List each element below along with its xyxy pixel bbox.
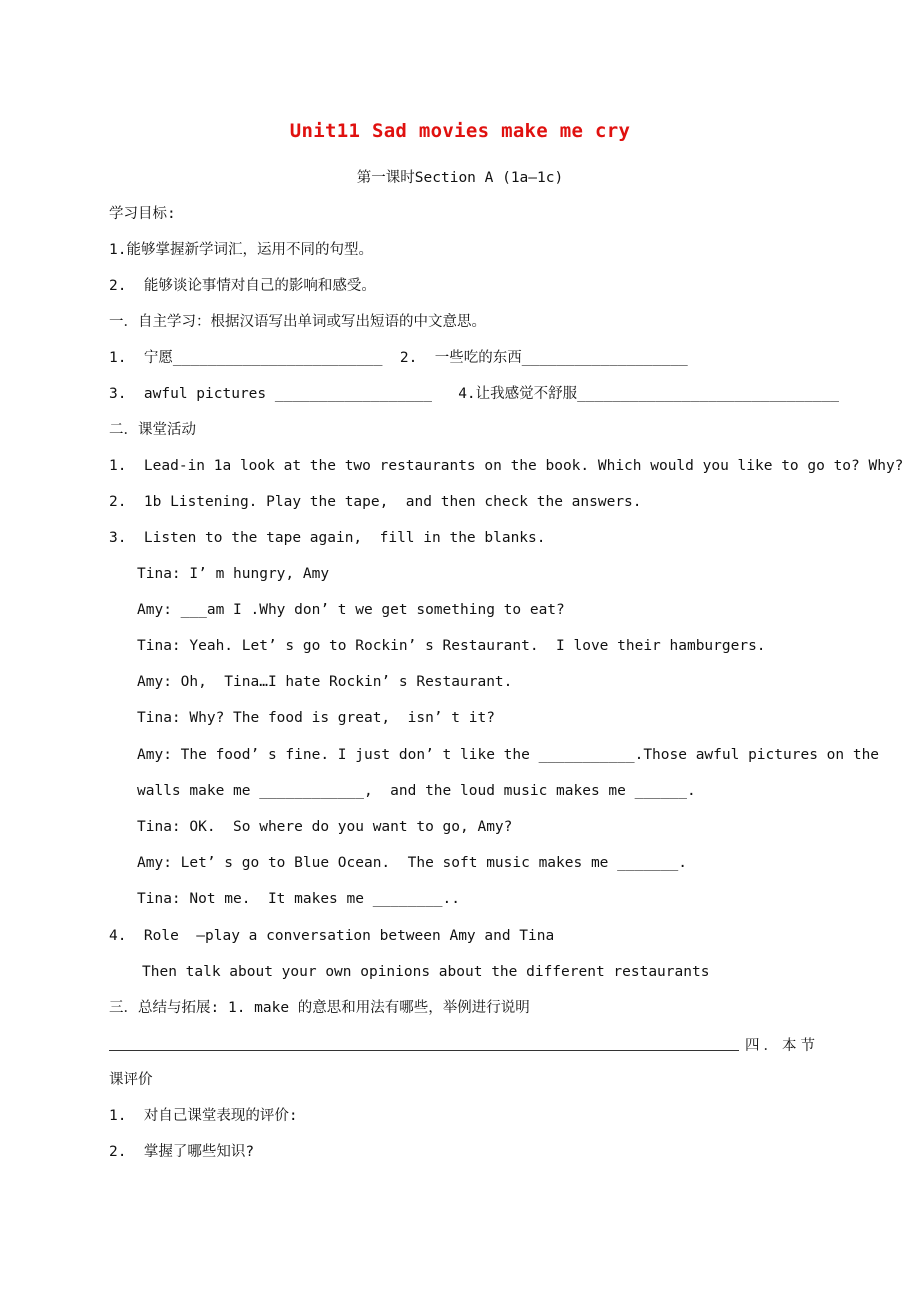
dialogue-line: Amy: ___am I .Why don’ t we get something to eat? [137,602,565,618]
part1-row-2: 3. awful pictures __________________ 4.让我感觉不舒服______________________________ [109,386,840,402]
part4-heading-cont: 课评价 [109,1072,153,1088]
evaluation-item-2: 2. 掌握了哪些知识? [109,1144,255,1160]
dialogue-line: Amy: The food’ s fine. I just don’ t like the ___________.Those awful pictures on the [137,747,880,763]
dialogue-line: walls make me ____________, and the loud music makes me ______. [137,783,696,799]
dialogue-line: Amy: Oh, Tina…I hate Rockin’ s Restaurant. [137,674,513,690]
objectives-heading: 学习目标: [109,206,176,222]
dialogue-line: Tina: OK. So where do you want to go, Amy? [137,819,513,835]
part2-heading: 二．课堂活动 [109,422,196,438]
dialogue-line: Tina: Why? The food is great, isn’ t it? [137,710,495,726]
activity-item-3: 3. Listen to the tape again, fill in the blanks. [109,530,546,546]
dialogue-line: Tina: Not me. It makes me ________.. [137,891,461,907]
evaluation-item-1: 1. 对自己课堂表现的评价: [109,1108,298,1124]
part1-row-1: 1. 宁愿________________________ 2. 一些吃的东西___________________ [109,350,688,366]
dialogue-line: Tina: Yeah. Let’ s go to Rockin’ s Restaurant. I love their hamburgers. [137,638,766,654]
activity-item-4-sub: Then talk about your own opinions about the different restaurants [142,964,710,980]
objective-item-1: 1.能够掌握新学词汇，运用不同的句型。 [109,242,373,258]
part1-heading: 一．自主学习：根据汉语写出单词或写出短语的中文意思。 [109,314,486,330]
dialogue-line: Amy: Let’ s go to Blue Ocean. The soft music makes me _______. [137,855,687,871]
answer-line [109,1050,739,1051]
part4-heading: 四．本节 [745,1038,819,1054]
activity-item-1: 1. Lead-in 1a look at the two restaurants on the book. Which would you like to go to? Why? [109,458,904,474]
lesson-subtitle: 第一课时Section A (1a—1c) [356,170,564,186]
dialogue-line: Tina: I’ m hungry, Amy [137,566,330,582]
page-title: Unit11 Sad movies make me cry [289,120,631,142]
objective-item-2: 2. 能够谈论事情对自己的影响和感受。 [109,278,376,294]
activity-item-4: 4. Role –play a conversation between Amy and Tina [109,928,555,944]
activity-item-2: 2. 1b Listening. Play the tape, and then check the answers. [109,494,642,510]
part3-heading: 三．总结与拓展: 1. make 的意思和用法有哪些，举例进行说明 [109,1000,530,1016]
